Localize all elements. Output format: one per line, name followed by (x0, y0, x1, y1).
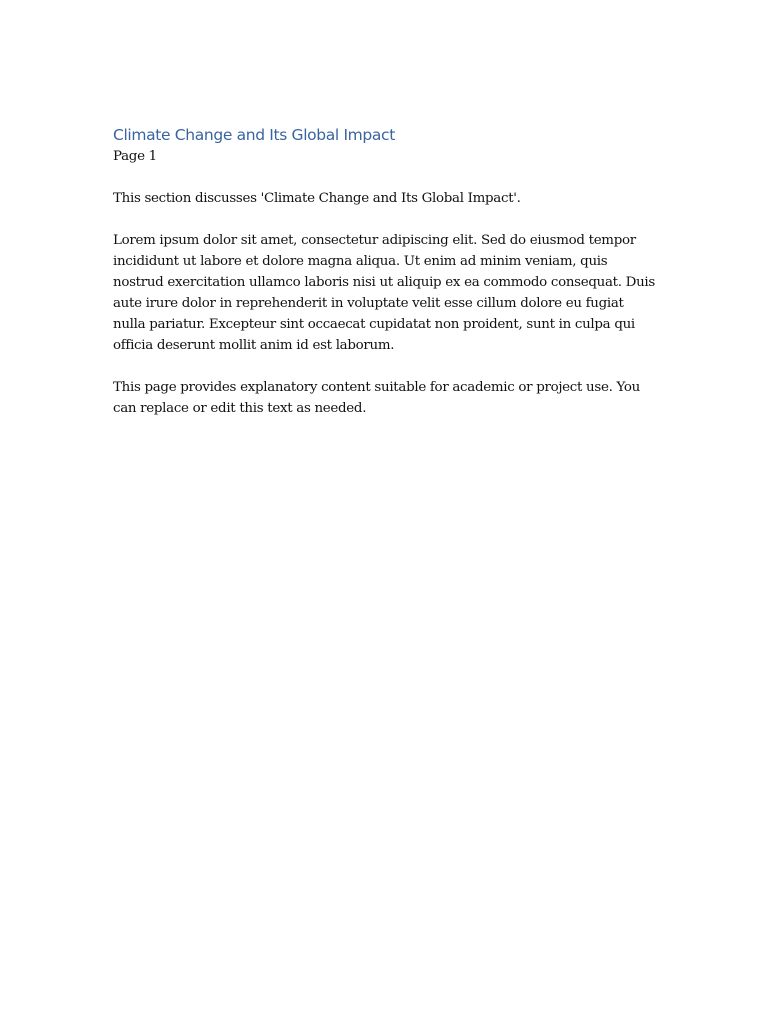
intro-paragraph: This section discusses 'Climate Change and Its Global Impact'. (113, 191, 521, 206)
page-number-label: Page 1 (113, 149, 157, 164)
document-title: Climate Change and Its Global Impact (113, 126, 395, 144)
lorem-paragraph: Lorem ipsum dolor sit amet, consectetur adipiscing elit. Sed do eiusmod tempor incididunt ut labore et dolore magna aliqua. Ut enim ad minim veniam, quis nostrud exercitation ullamco laboris nisi ut aliquip ex ea commodo consequat. Duis aute irure dolor in reprehenderit in voluptate velit esse cillum dolore eu fugiat nulla pariatur. Excepteur sint occaecat cupidatat non proident, sunt in culpa qui officia deserunt mollit anim id est laborum. (113, 233, 655, 353)
page-content (113, 124, 658, 419)
note-paragraph: This page provides explanatory content suitable for academic or project use. You can replace or edit this text as needed. (113, 380, 640, 416)
